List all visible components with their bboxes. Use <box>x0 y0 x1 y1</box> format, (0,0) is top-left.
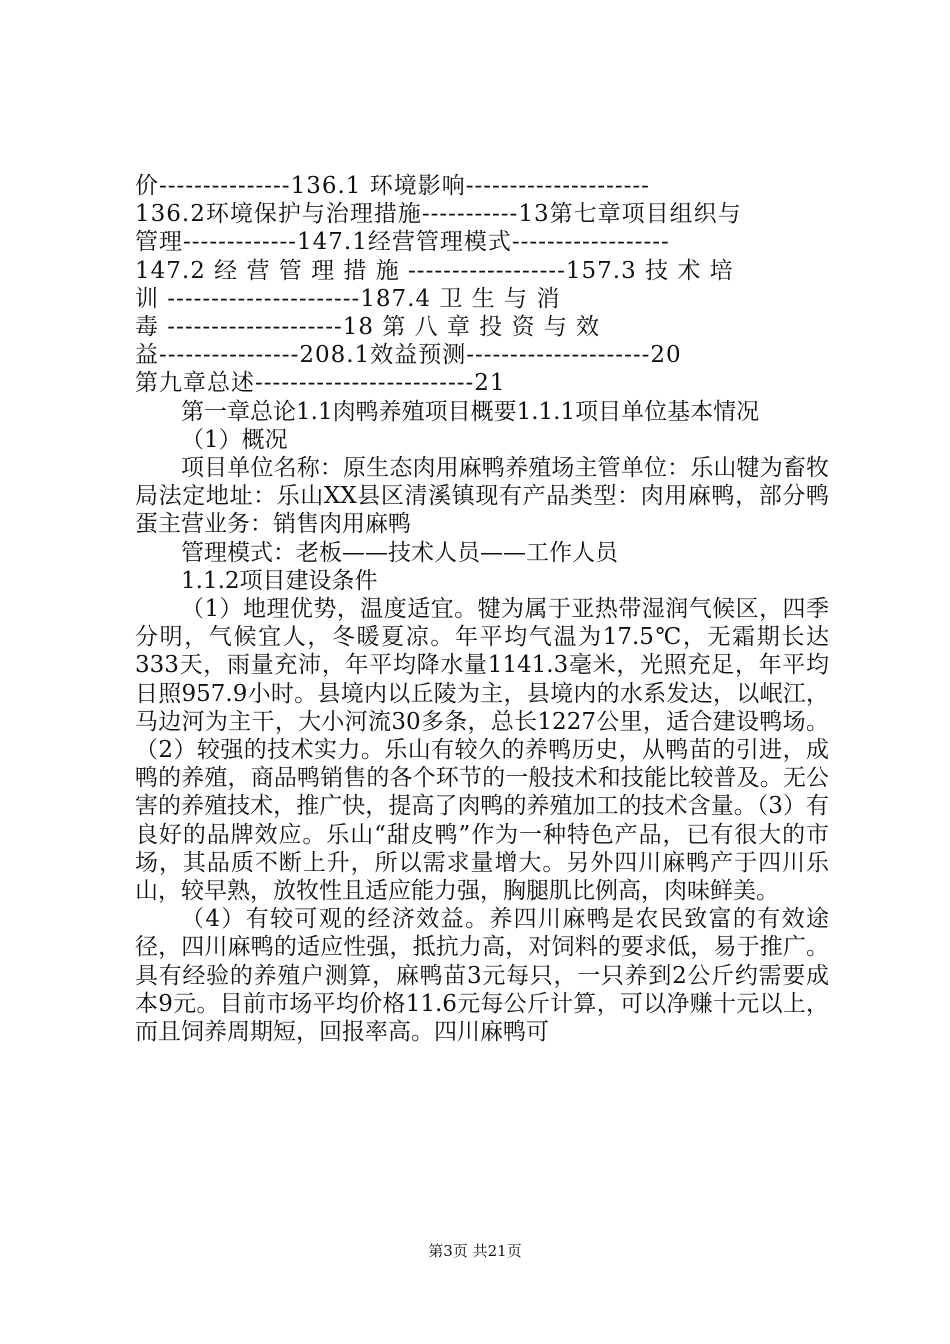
section-heading: 1.1.2项目建设条件 <box>181 567 378 594</box>
toc-line: 147.2 经 营 管 理 措 施 ------------------157.3 技 术 培 <box>135 257 734 284</box>
benefit-paragraph: （4）有较可观的经济效益。养四川麻鸭是农民致富的有效途径，四川麻鸭的适应性强，抵抗力高，对饲料的要求低，易于推广。具有经验的养殖户测算，麻鸭苗3元每只，一只养到2公斤约需要成本9元。目前市场平均价格11.6元每公斤计算，可以净赚十元以上，而且饲养周期短，回报率高。四川麻鸭可 <box>135 906 829 1046</box>
unit-info-paragraph: 项目单位名称：原生态肉用麻鸭养殖场主管单位：乐山犍为畜牧局法定地址：乐山XX县区清溪镇现有产品类型：肉用麻鸭，部分鸭蛋主营业务：销售肉用麻鸭 <box>135 455 829 538</box>
toc-line: 训 ----------------------187.4 卫 生 与 消 <box>135 285 561 312</box>
toc-line: 136.2环境保护与治理措施-----------13第七章项目组织与 <box>135 201 742 228</box>
page-content <box>135 172 829 1046</box>
page-footer: 第3页 共21页 <box>428 1242 522 1260</box>
toc-line: 第九章总述-------------------------21 <box>135 370 506 397</box>
overview-label: （1）概况 <box>181 426 288 453</box>
toc-line: 益----------------208.1效益预测---------------------20 <box>135 342 682 369</box>
toc-line: 毒 --------------------18 第 八 章 投 资 与 效 <box>135 314 601 341</box>
management-paragraph: 管理模式：老板——技术人员——工作人员 <box>181 539 618 566</box>
conditions-paragraph: （1）地理优势，温度适宜。犍为属于亚热带湿润气候区，四季分明，气候宜人，冬暖夏凉。年平均气温为17.5℃，无霜期长达333天，雨量充沛，年平均降水量1141.3毫米，光照充足，年平均日照957.9小时。县境内以丘陵为主，县境内的水系发达，以岷江，马边河为主干，大小河流30多条，总长1227公里，适合建设鸭场。（2）较强的技术实力。乐山有较久的养鸭历史，从鸭苗的引进，成鸭的养殖，商品鸭销售的各个环节的一般技术和技能比较普及。无公害的养殖技术，推广快，提高了肉鸭的养殖加工的技术含量。（3）有良好的品牌效应。乐山“甜皮鸭”作为一种特色产品，已有很大的市场，其品质不断上升，所以需求量增大。另外四川麻鸭产于四川乐山，较早熟，放牧性且适应能力强，胸腿肌比例高，肉味鲜美。 <box>135 596 829 905</box>
toc-line: 价---------------136.1 环境影响--------------------- <box>135 173 650 199</box>
table-of-contents <box>135 172 829 398</box>
toc-line: 管理-------------147.1经营管理模式------------------ <box>135 229 670 256</box>
chapter-heading: 第一章总论1.1肉鸭养殖项目概要1.1.1项目单位基本情况 <box>181 398 760 425</box>
